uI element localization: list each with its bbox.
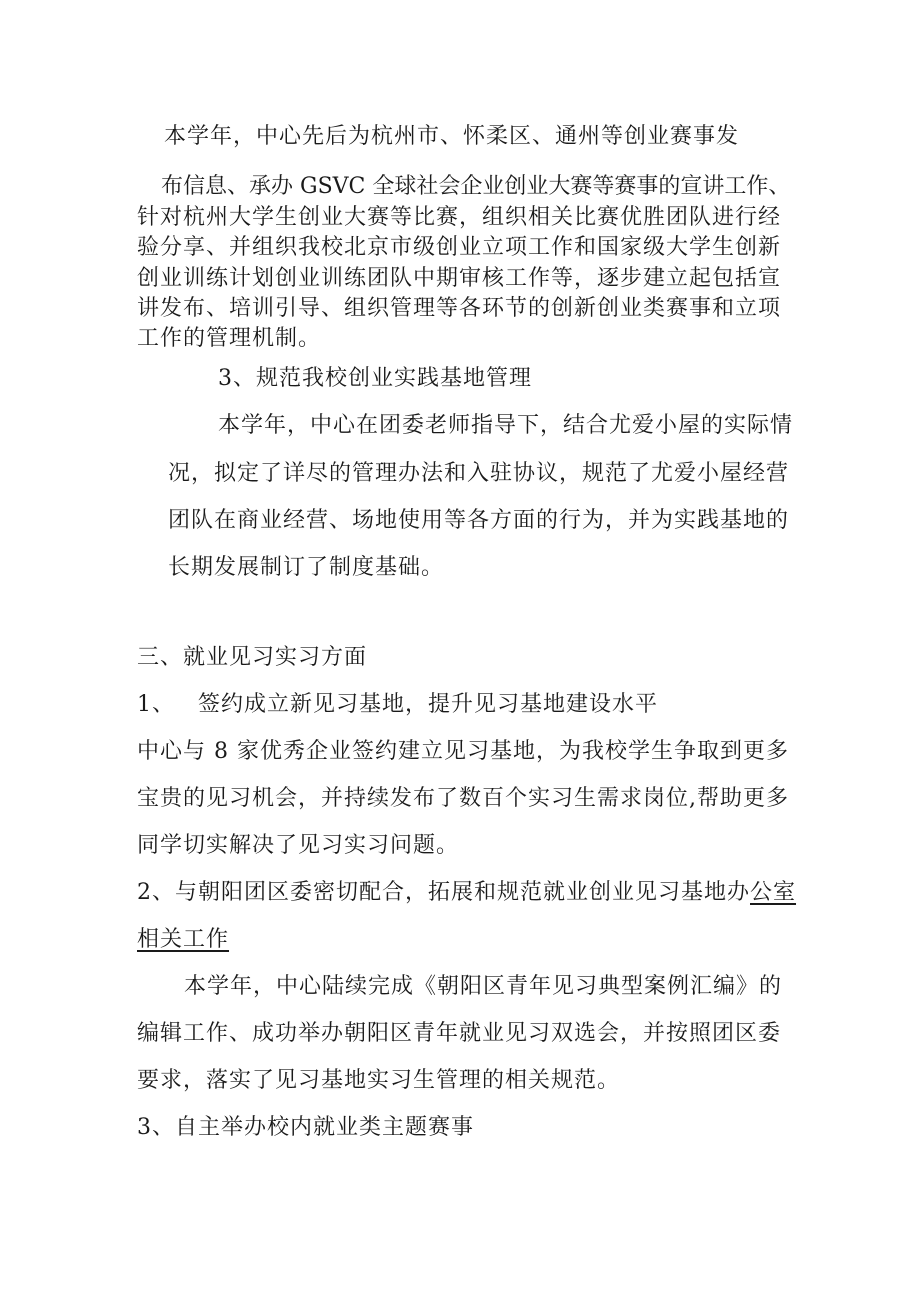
para2-line1: 本学年，中心在团委老师指导下，结合尤爱小屋的实际情	[218, 413, 794, 438]
item3-title: 3、自主举办校内就业类主题赛事	[137, 1115, 474, 1140]
para1-line6: 讲发布、培训引导、组织管理等各环节的创新创业类赛事和立项	[137, 296, 782, 321]
para1-line1: 本学年，中心先后为杭州市、怀柔区、通州等创业赛事发	[164, 124, 740, 149]
item2-underlined-text: 公室	[750, 880, 797, 905]
para1-line4: 验分享、并组织我校北京市级创业立项工作和国家级大学生创新	[137, 235, 782, 260]
para4-line3: 要求，落实了见习基地实习生管理的相关规范。	[137, 1068, 621, 1093]
para1-line2: 布信息、承办 GSVC 全球社会企业创业大赛等赛事的宣讲工作、	[161, 174, 791, 199]
section-3-title: 三、就业见习实习方面	[137, 645, 368, 670]
para2-line4: 长期发展制订了制度基础。	[168, 555, 445, 580]
para3-line3: 同学切实解决了见习实习问题。	[137, 833, 460, 858]
para2-line2: 况，拟定了详尽的管理办法和入驻协议，规范了尤爱小屋经营	[168, 461, 790, 486]
para3-line2: 宝贵的见习机会，并持续发布了数百个实习生需求岗位,帮助更多	[137, 786, 789, 811]
subheading-3: 3、规范我校创业实践基地管理	[218, 366, 532, 391]
item1-number: 1、	[137, 692, 175, 717]
para1-line7: 工作的管理机制。	[137, 326, 322, 351]
item1-title: 签约成立新见习基地，提升见习基地建设水平	[198, 692, 659, 717]
para4-line1: 本学年，中心陆续完成《朝阳区青年见习典型案例汇编》的	[184, 974, 783, 999]
item2-line2: 相关工作	[137, 927, 230, 952]
para1-line3: 针对杭州大学生创业大赛等比赛，组织相关比赛优胜团队进行经	[137, 205, 782, 230]
item2-line1	[137, 878, 796, 908]
para1-line5: 创业训练计划创业训练团队中期审核工作等，逐步建立起包括宣	[137, 266, 782, 291]
para3-line1: 中心与 8 家优秀企业签约建立见习基地，为我校学生争取到更多	[137, 739, 789, 764]
para2-line3: 团队在商业经营、场地使用等各方面的行为，并为实践基地的	[168, 508, 790, 533]
item2-text: 2、与朝阳团区委密切配合，拓展和规范就业创业见习基地办	[137, 880, 750, 905]
para4-line2: 编辑工作、成功举办朝阳区青年就业见习双选会，并按照团区委	[137, 1021, 782, 1046]
